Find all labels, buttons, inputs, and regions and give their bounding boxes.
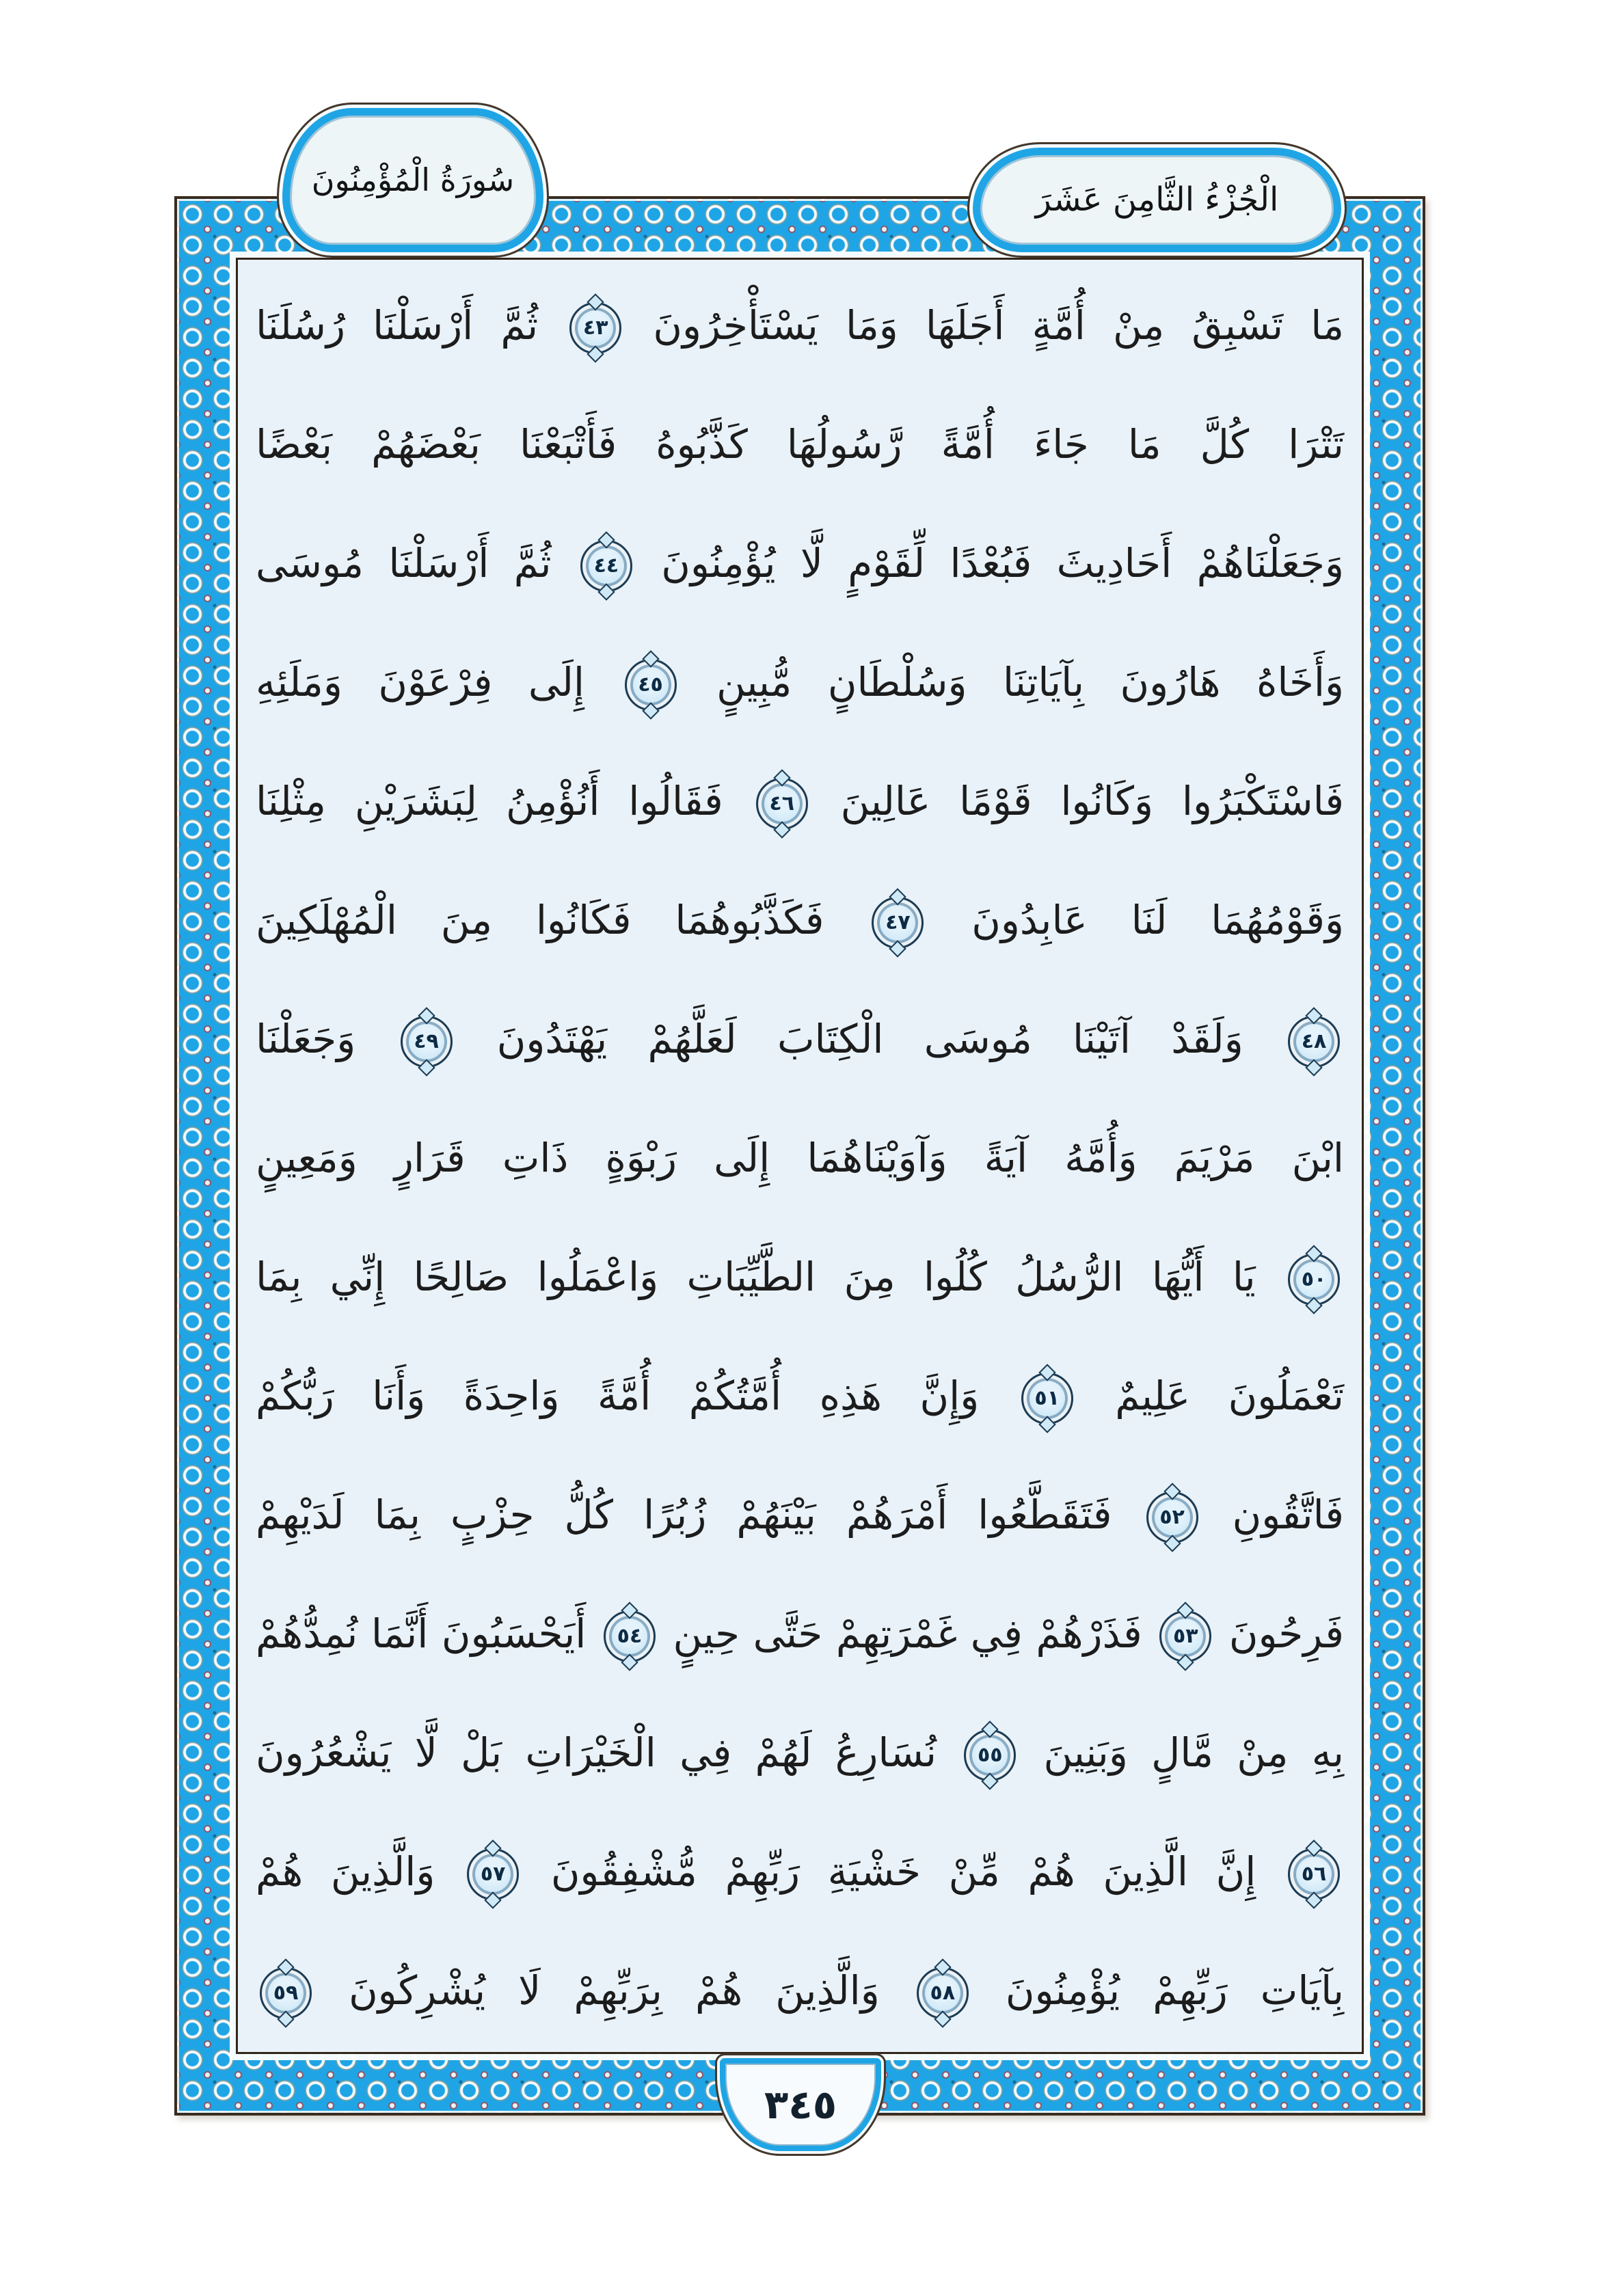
- mushaf-line: [256, 1333, 1344, 1452]
- mushaf-line: [256, 1809, 1344, 1928]
- ayah-text: وَقَوْمُهُمَا لَنَا عَابِدُونَ: [971, 897, 1345, 943]
- ayah-number-marker: [1288, 1848, 1340, 1900]
- ayah-number-marker: [1146, 1491, 1198, 1543]
- mushaf-line: [256, 381, 1344, 500]
- ayah-text: يَا أَيُّهَا الرُّسُلُ كُلُوا مِنَ الطَّيِّبَاتِ وَاعْمَلُوا صَالِحًا إِنِّي بِمَا: [256, 1254, 1256, 1300]
- ayah-text: فَاسْتَكْبَرُوا وَكَانُوا قَوْمًا عَالِينَ: [840, 778, 1345, 824]
- page-number-tab: [715, 2053, 886, 2156]
- mushaf-line: [256, 500, 1344, 619]
- mushaf-line: [256, 1690, 1344, 1809]
- ayah-text: ثُمَّ أَرْسَلْنَا رُسُلَنَا: [256, 302, 539, 349]
- ayah-text: ثُمَّ أَرْسَلْنَا مُوسَى: [256, 540, 552, 586]
- ayah-number: ٥٨: [930, 1980, 956, 2005]
- ayah-number-marker: [917, 1967, 969, 2019]
- ayah-number: ٤٣: [582, 315, 608, 340]
- ayah-number: ٥٢: [1159, 1504, 1185, 1529]
- ayah-number-marker: [260, 1967, 312, 2019]
- ayah-number-marker: [1021, 1373, 1073, 1424]
- mushaf-line: [256, 1571, 1344, 1690]
- ayah-text: أَيَحْسَبُونَ أَنَّمَا نُمِدُّهُمْ: [256, 1610, 587, 1657]
- ayah-number-marker: [625, 659, 677, 711]
- mushaf-line: [256, 262, 1344, 381]
- ayah-number-marker: [964, 1729, 1016, 1781]
- ayah-number: ٤٩: [414, 1029, 439, 1053]
- ayah-text: ابْنَ مَرْيَمَ وَأُمَّهُ آيَةً وَآوَيْنَاهُمَا إِلَى رَبْوَةٍ ذَاتِ قَرَارٍ وَمَعِينٍ: [256, 1135, 1344, 1181]
- ayah-text: نُسَارِعُ لَهُمْ فِي الْخَيْرَاتِ بَلْ لَّا يَشْعُرُونَ: [256, 1729, 937, 1776]
- ayah-number: ٤٥: [638, 672, 663, 697]
- ayah-number: ٥٣: [1173, 1623, 1198, 1648]
- ayah-number-marker: [401, 1016, 453, 1068]
- ayah-number: ٥٧: [480, 1861, 506, 1886]
- ayah-number-marker: [1288, 1016, 1340, 1068]
- ayah-text: إِنَّ الَّذِينَ هُمْ مِّنْ خَشْيَةِ رَبِّهِمْ مُّشْفِقُونَ: [550, 1848, 1256, 1895]
- ayah-number-marker: [756, 778, 808, 830]
- ayah-number: ٤٧: [885, 910, 911, 934]
- ayah-number: ٥٩: [273, 1980, 299, 2005]
- ayah-text: فَكَذَّبُوهُمَا فَكَانُوا مِنَ الْمُهْلَكِينَ: [256, 897, 824, 943]
- ayah-text: وَأَخَاهُ هَارُونَ بِآيَاتِنَا وَسُلْطَانٍ مُّبِينٍ: [716, 659, 1344, 705]
- ayah-number: ٥١: [1034, 1386, 1060, 1410]
- text-panel: [236, 258, 1364, 2054]
- ayah-number: ٤٨: [1301, 1029, 1327, 1053]
- ayah-number: ٥٥: [977, 1742, 1003, 1767]
- mushaf-line: [256, 738, 1344, 857]
- mushaf-line: [256, 1214, 1344, 1333]
- ayah-text: وَلَقَدْ آتَيْنَا مُوسَى الْكِتَابَ لَعَلَّهُمْ يَهْتَدُونَ: [496, 1016, 1243, 1062]
- mushaf-line: [256, 857, 1344, 976]
- ayah-text: وَجَعَلْنَاهُمْ أَحَادِيثَ فَبُعْدًا لِّقَوْمٍ لَّا يُؤْمِنُونَ: [661, 540, 1345, 586]
- mushaf-line: [256, 1452, 1344, 1571]
- ayah-text: فَذَرْهُمْ فِي غَمْرَتِهِمْ حَتَّى حِينٍ: [673, 1610, 1142, 1657]
- ayah-text: فَاتَّقُونِ: [1232, 1491, 1345, 1538]
- ayah-number-marker: [1159, 1610, 1211, 1662]
- ayah-text: وَجَعَلْنَا: [256, 1016, 356, 1062]
- ayah-number-marker: [580, 540, 632, 592]
- ayah-text: تَعْمَلُونَ عَلِيمٌ: [1115, 1373, 1345, 1419]
- ayah-number-marker: [604, 1610, 656, 1662]
- ayah-number-marker: [467, 1848, 519, 1900]
- mushaf-line: [256, 1928, 1344, 2047]
- ayah-number-marker: [569, 302, 621, 354]
- decorative-border-frame: [174, 196, 1425, 2116]
- ayah-number: ٤٤: [593, 553, 619, 578]
- ayah-text: فَتَقَطَّعُوا أَمْرَهُمْ بَيْنَهُمْ زُبُرًا كُلُّ حِزْبٍ بِمَا لَدَيْهِمْ: [256, 1491, 1112, 1538]
- ayah-text: فَقَالُوا أَنُؤْمِنُ لِبَشَرَيْنِ مِثْلِنَا: [256, 778, 723, 824]
- ayah-text: تَتْرَا كُلَّ مَا جَاءَ أُمَّةً رَّسُولُهَا كَذَّبُوهُ فَأَتْبَعْنَا بَعْضَهُمْ بَعْضًا: [256, 421, 1344, 468]
- juz-title-cartouche: [967, 142, 1347, 258]
- ayah-number-marker: [872, 897, 924, 949]
- mushaf-line: [256, 976, 1344, 1095]
- mushaf-line: [256, 619, 1344, 738]
- ayah-text: بِآيَاتِ رَبِّهِمْ يُؤْمِنُونَ: [1005, 1967, 1344, 2014]
- ayah-text: فَرِحُونَ: [1228, 1610, 1345, 1657]
- quran-text-area: [238, 260, 1362, 2052]
- ayah-text: وَالَّذِينَ هُمْ: [256, 1848, 435, 1895]
- ayah-text: إِلَى فِرْعَوْنَ وَمَلَئِهِ: [256, 659, 584, 705]
- ayah-number: ٤٦: [769, 791, 795, 815]
- ayah-number: ٥٦: [1301, 1861, 1327, 1886]
- ayah-number: ٥٤: [617, 1623, 643, 1648]
- ayah-number: ٥٠: [1301, 1267, 1327, 1291]
- ayah-text: بِهِ مِنْ مَّالٍ وَبَنِينَ: [1043, 1729, 1345, 1776]
- surah-title: سُورَةُ الْمُؤْمِنُونَ: [311, 161, 515, 199]
- ayah-text: وَالَّذِينَ هُمْ بِرَبِّهِمْ لَا يُشْرِكُونَ: [349, 1967, 880, 2014]
- surah-title-cartouche: [277, 103, 549, 258]
- juz-title: الْجُزْءُ الثَّامِنَ عَشَرَ: [1035, 180, 1279, 219]
- ayah-number-marker: [1288, 1254, 1340, 1306]
- ayah-text: وَإِنَّ هَذِهِ أُمَّتُكُمْ أُمَّةً وَاحِدَةً وَأَنَا رَبُّكُمْ: [256, 1373, 980, 1419]
- mushaf-line: [256, 1095, 1344, 1214]
- page-number: ٣٤٥: [764, 2081, 837, 2128]
- ayah-text: مَا تَسْبِقُ مِنْ أُمَّةٍ أَجَلَهَا وَمَا يَسْتَأْخِرُونَ: [653, 302, 1345, 349]
